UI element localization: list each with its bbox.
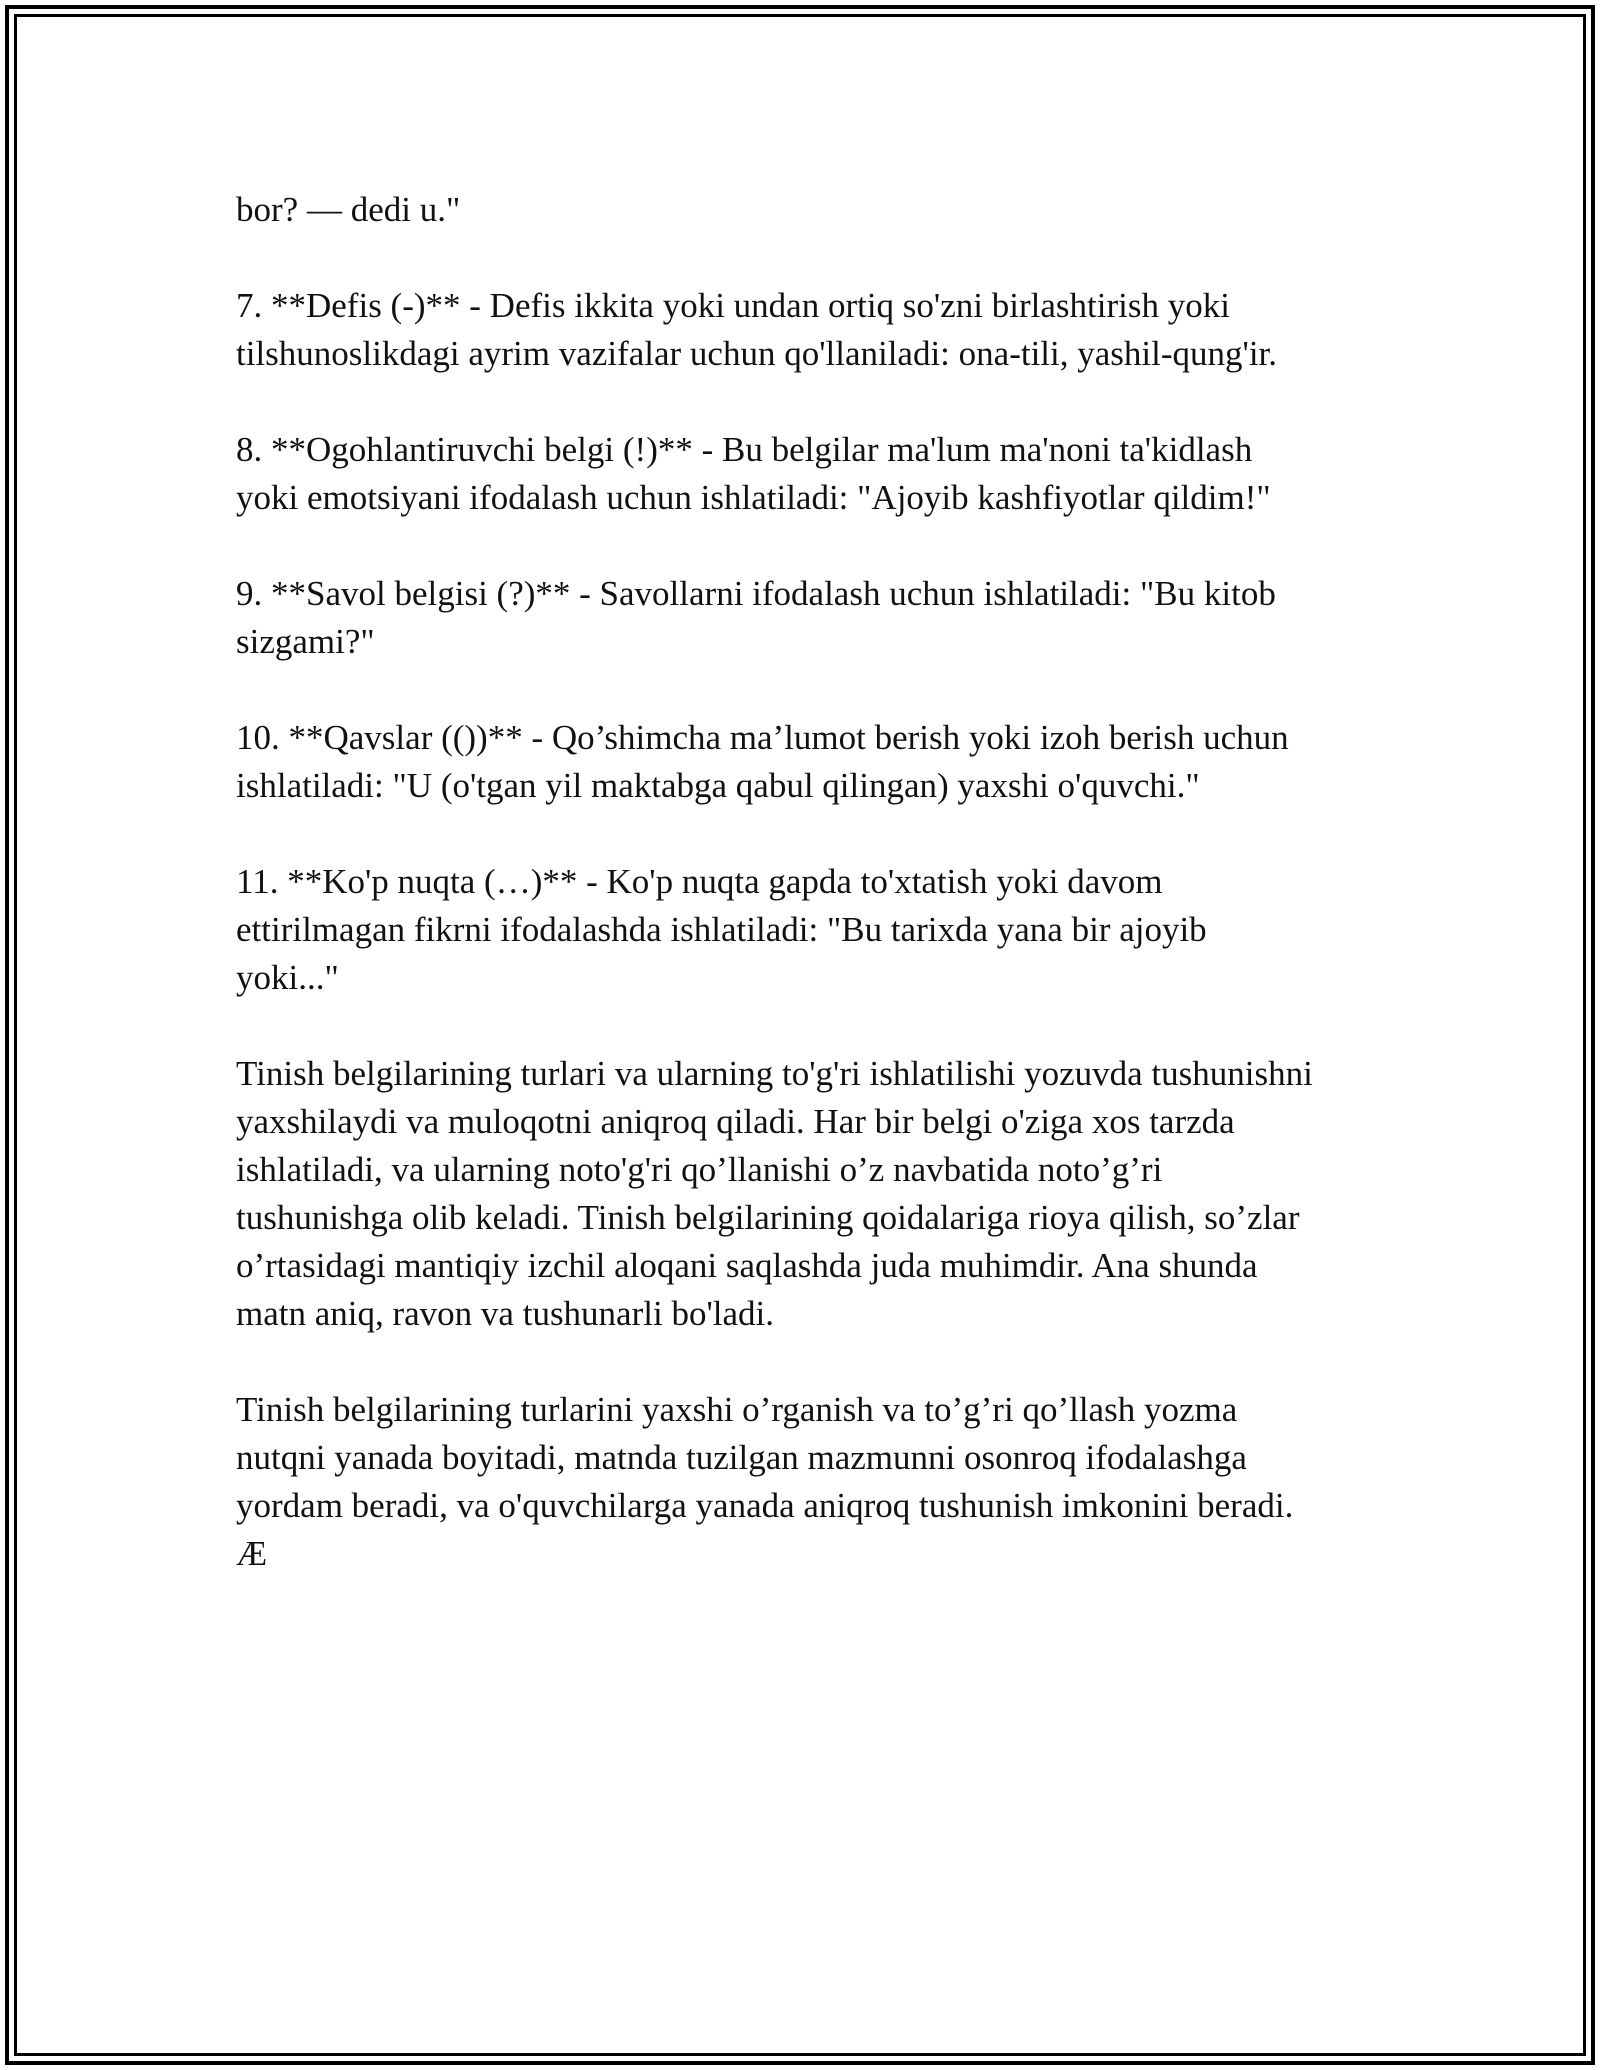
text-line: ishlatiladi, va ularning noto'g'ri qo’llanishi o’z navbatida noto’g’ri [236,1150,1163,1189]
text-line: matn aniq, ravon va tushunarli bo'ladi. [236,1294,774,1333]
text-line: Tinish belgilarining turlarini yaxshi o’rganish va to’g’ri qo’llash yozma [236,1390,1238,1429]
text-line: sizgami?" [236,622,375,661]
text-line: yaxshilaydi va muloqotni aniqroq qiladi. Har bir belgi o'ziga xos tarzda [236,1102,1235,1141]
paragraph-summary-1 [236,1050,1396,1338]
text-line: 10. **Qavslar (())** - Qo’shimcha ma’lumot berish yoki izoh berish uchun [236,718,1289,757]
text-line: tilshunoslikdagi ayrim vazifalar uchun qo'llaniladi: ona-tili, yashil-qung'ir. [236,334,1278,373]
paragraph-item-8-ogohlantiruvchi [236,426,1396,522]
text-line: yoki..." [236,958,339,997]
text-line: Tinish belgilarining turlari va ularning to'g'ri ishlatilishi yozuvda tushunishni [236,1054,1313,1093]
text-line: bor? — dedi u." [236,190,461,229]
text-line: 9. **Savol belgisi (?)** - Savollarni ifodalash uchun ishlatiladi: "Bu kitob [236,574,1276,613]
text-line: ettirilmagan fikrni ifodalashda ishlatiladi: "Bu tarixda yana bir ajoyib [236,910,1207,949]
paragraph-continuation [236,186,1396,234]
text-line: o’rtasidagi mantiqiy izchil aloqani saqlashda juda muhimdir. Ana shunda [236,1246,1258,1285]
paragraph-summary-2 [236,1386,1396,1578]
paragraph-item-7-defis [236,282,1396,378]
paragraph-item-10-qavslar [236,714,1396,810]
text-line: tushunishga olib keladi. Tinish belgilarining qoidalariga rioya qilish, so’zlar [236,1198,1300,1237]
text-line: 7. **Defis (-)** - Defis ikkita yoki undan ortiq so'zni birlashtirish yoki [236,286,1230,325]
text-line: yoki emotsiyani ifodalash uchun ishlatiladi: "Ajoyib kashfiyotlar qildim!" [236,478,1271,517]
text-line: ishlatiladi: "U (o'tgan yil maktabga qabul qilingan) yaxshi o'quvchi." [236,766,1200,805]
text-line: 11. **Ko'p nuqta (…)** - Ko'p nuqta gapda to'xtatish yoki davom [236,862,1163,901]
document-body [236,186,1396,1578]
text-line: Æ [236,1534,268,1573]
paragraph-item-11-kop-nuqta [236,858,1396,1002]
text-line: yordam beradi, va o'quvchilarga yanada aniqroq tushunish imkonini beradi. [236,1486,1294,1525]
text-line: nutqni yanada boyitadi, matnda tuzilgan mazmunni osonroq ifodalashga [236,1438,1247,1477]
text-line: 8. **Ogohlantiruvchi belgi (!)** - Bu belgilar ma'lum ma'noni ta'kidlash [236,430,1253,469]
paragraph-item-9-savol [236,570,1396,666]
